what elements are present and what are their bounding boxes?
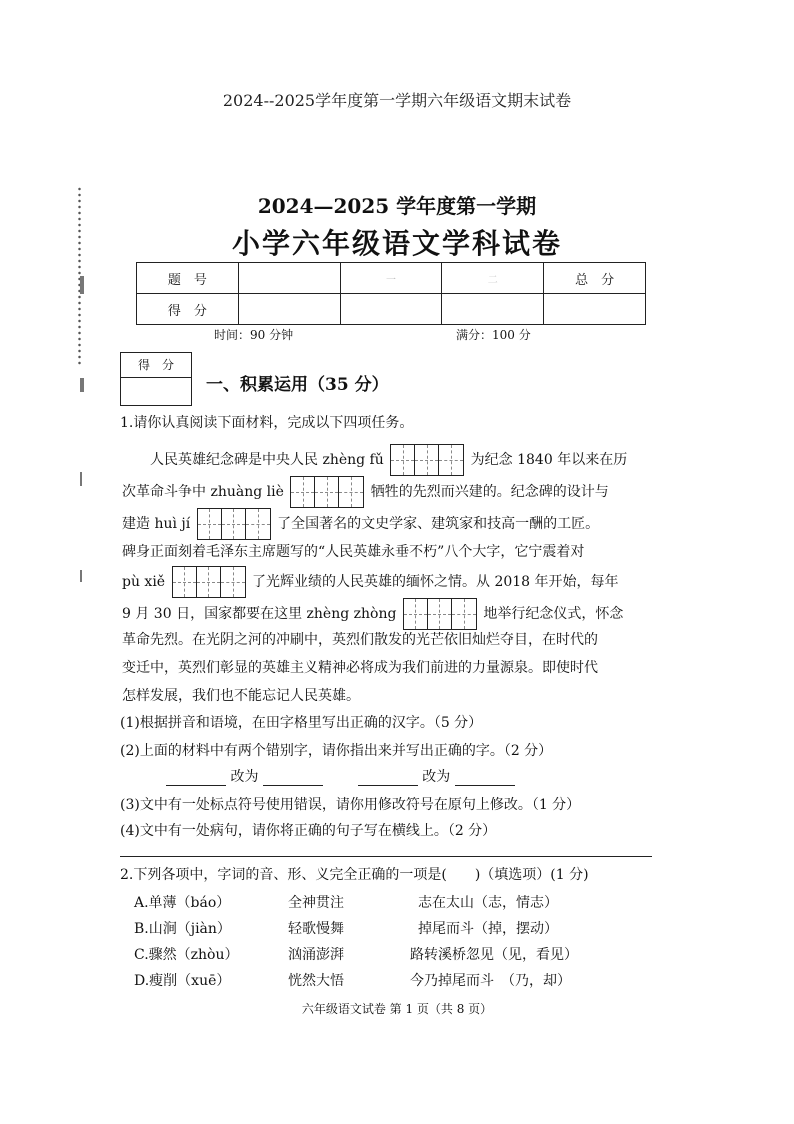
margin-mark — [80, 472, 82, 486]
passage-text: 为纪念 1840 年以来在历 — [470, 452, 628, 468]
score-cell: 二 — [442, 263, 544, 294]
option-d-word: D.瘦削（xuē） — [134, 973, 231, 989]
answer-blank[interactable] — [358, 771, 418, 786]
score-cell — [442, 294, 544, 325]
passage-line: 变迁中，英烈们彰显的英雄主义精神必将成为我们前进的力量源泉。即使时代 — [122, 660, 598, 676]
tianzige-box[interactable] — [197, 508, 271, 540]
fill-label: 改为 — [422, 769, 451, 785]
tianzige-box[interactable] — [172, 566, 246, 598]
option-b-phrase: 掉尾而斗（掉，摆动） — [418, 921, 558, 937]
passage-line — [122, 444, 662, 476]
fill-label: 改为 — [230, 769, 259, 785]
passage-text: 9 月 30 日，国家都要在这里 zhèng zhòng — [122, 606, 397, 622]
passage-text: pù xiě — [122, 574, 166, 590]
paper-heading-subject: 小学六年级语文学科试卷 — [231, 227, 562, 260]
passage-line: 怎样发展，我们也不能忘记人民英雄。 — [122, 688, 360, 704]
section-score-label: 得 分 — [121, 353, 191, 378]
score-cell — [340, 294, 442, 325]
option-d-idiom: 恍然大悟 — [288, 973, 344, 989]
option-a-word: A.单薄（báo） — [134, 895, 231, 911]
task-2-fill-line — [166, 766, 515, 786]
option-a-idiom: 全神贯注 — [288, 895, 344, 911]
full-mark: 满分：100 分 — [456, 328, 531, 342]
answer-blank[interactable] — [263, 771, 323, 786]
score-cell: 一 — [340, 263, 442, 294]
passage-text: 次革命斗争中 zhuàng liè — [122, 484, 284, 500]
question1-intro: 1.请你认真阅读下面材料，完成以下四项任务。 — [120, 415, 414, 431]
margin-mark — [80, 378, 84, 392]
task-1: (1)根据拼音和语境，在田字格里写出正确的汉字。（5 分） — [120, 715, 483, 731]
passage-line — [122, 476, 662, 508]
score-cell — [238, 263, 340, 294]
passage-line: 革命先烈。在光阴之河的冲刷中，英烈们散发的光芒依旧灿烂夺目，在时代的 — [122, 632, 598, 648]
passage-line: 碑身正面刻着毛泽东主席题写的“人民英雄永垂不朽”八个大字，它宁震着对 — [122, 544, 585, 560]
task-4: (4)文中有一处病句，请你将正确的句子写在横线上。（2 分） — [120, 823, 497, 839]
task-2: (2)上面的材料中有两个错别字，请你指出来并写出正确的字。（2 分） — [120, 743, 553, 759]
document-title: 2024--2025学年度第一学期六年级语文期末试卷 — [222, 91, 572, 110]
passage-text: 了光辉业绩的人民英雄的缅怀之情。从 2018 年开始，每年 — [252, 574, 619, 590]
passage-line — [122, 508, 662, 540]
option-b-idiom: 轻歌慢舞 — [288, 921, 344, 937]
passage-text: 地举行纪念仪式，怀念 — [483, 606, 624, 622]
passage-text: 人民英雄纪念碑是中央人民 zhèng fǔ — [150, 452, 384, 468]
option-d-phrase: 今乃掉尾而斗 （乃，却） — [410, 973, 571, 989]
answer-blank[interactable] — [455, 771, 515, 786]
question2-stem: 2.下列各项中，字词的音、形、义完全正确的一项是( )（填选项）(1 分) — [120, 867, 589, 883]
page-footer: 六年级语文试卷 第 1 页（共 8 页） — [301, 1002, 493, 1016]
score-table — [136, 262, 646, 325]
option-c-idiom: 汹涌澎湃 — [288, 947, 344, 963]
passage-line — [122, 566, 662, 598]
margin-mark — [80, 570, 82, 582]
option-c-word: C.骤然（zhòu） — [134, 947, 239, 963]
score-header-label: 题 号 — [137, 263, 239, 294]
option-c-phrase: 路转溪桥忽见（见，看见） — [410, 947, 578, 963]
option-a-phrase: 志在太山（志，情志） — [418, 895, 558, 911]
score-cell — [238, 294, 340, 325]
score-total-label: 总 分 — [544, 263, 646, 294]
margin-mark — [80, 276, 84, 294]
task-3: (3)文中有一处标点符号使用错误，请你用修改符号在原句上修改。（1 分） — [120, 797, 581, 813]
paper-heading-year: 2024—2025 学年度第一学期 — [257, 194, 537, 218]
tianzige-box[interactable] — [290, 476, 364, 508]
tianzige-box[interactable] — [390, 444, 464, 476]
exam-time: 时间：90 分钟 — [214, 328, 294, 342]
section1-title: 一、积累运用（35 分） — [206, 375, 389, 395]
passage-text: 建造 huì jí — [122, 516, 191, 532]
score-cell — [544, 294, 646, 325]
answer-blank[interactable] — [166, 771, 226, 786]
score-row-label: 得 分 — [137, 294, 239, 325]
passage-text: 了全国著名的文史学家、建筑家和技高一酬的工匠。 — [277, 516, 600, 532]
divider — [120, 856, 652, 857]
option-b-word: B.山涧（jiàn） — [134, 921, 231, 937]
section-score-box — [120, 352, 192, 406]
passage-text: 牺牲的先烈而兴建的。纪念碑的设计与 — [370, 484, 609, 500]
